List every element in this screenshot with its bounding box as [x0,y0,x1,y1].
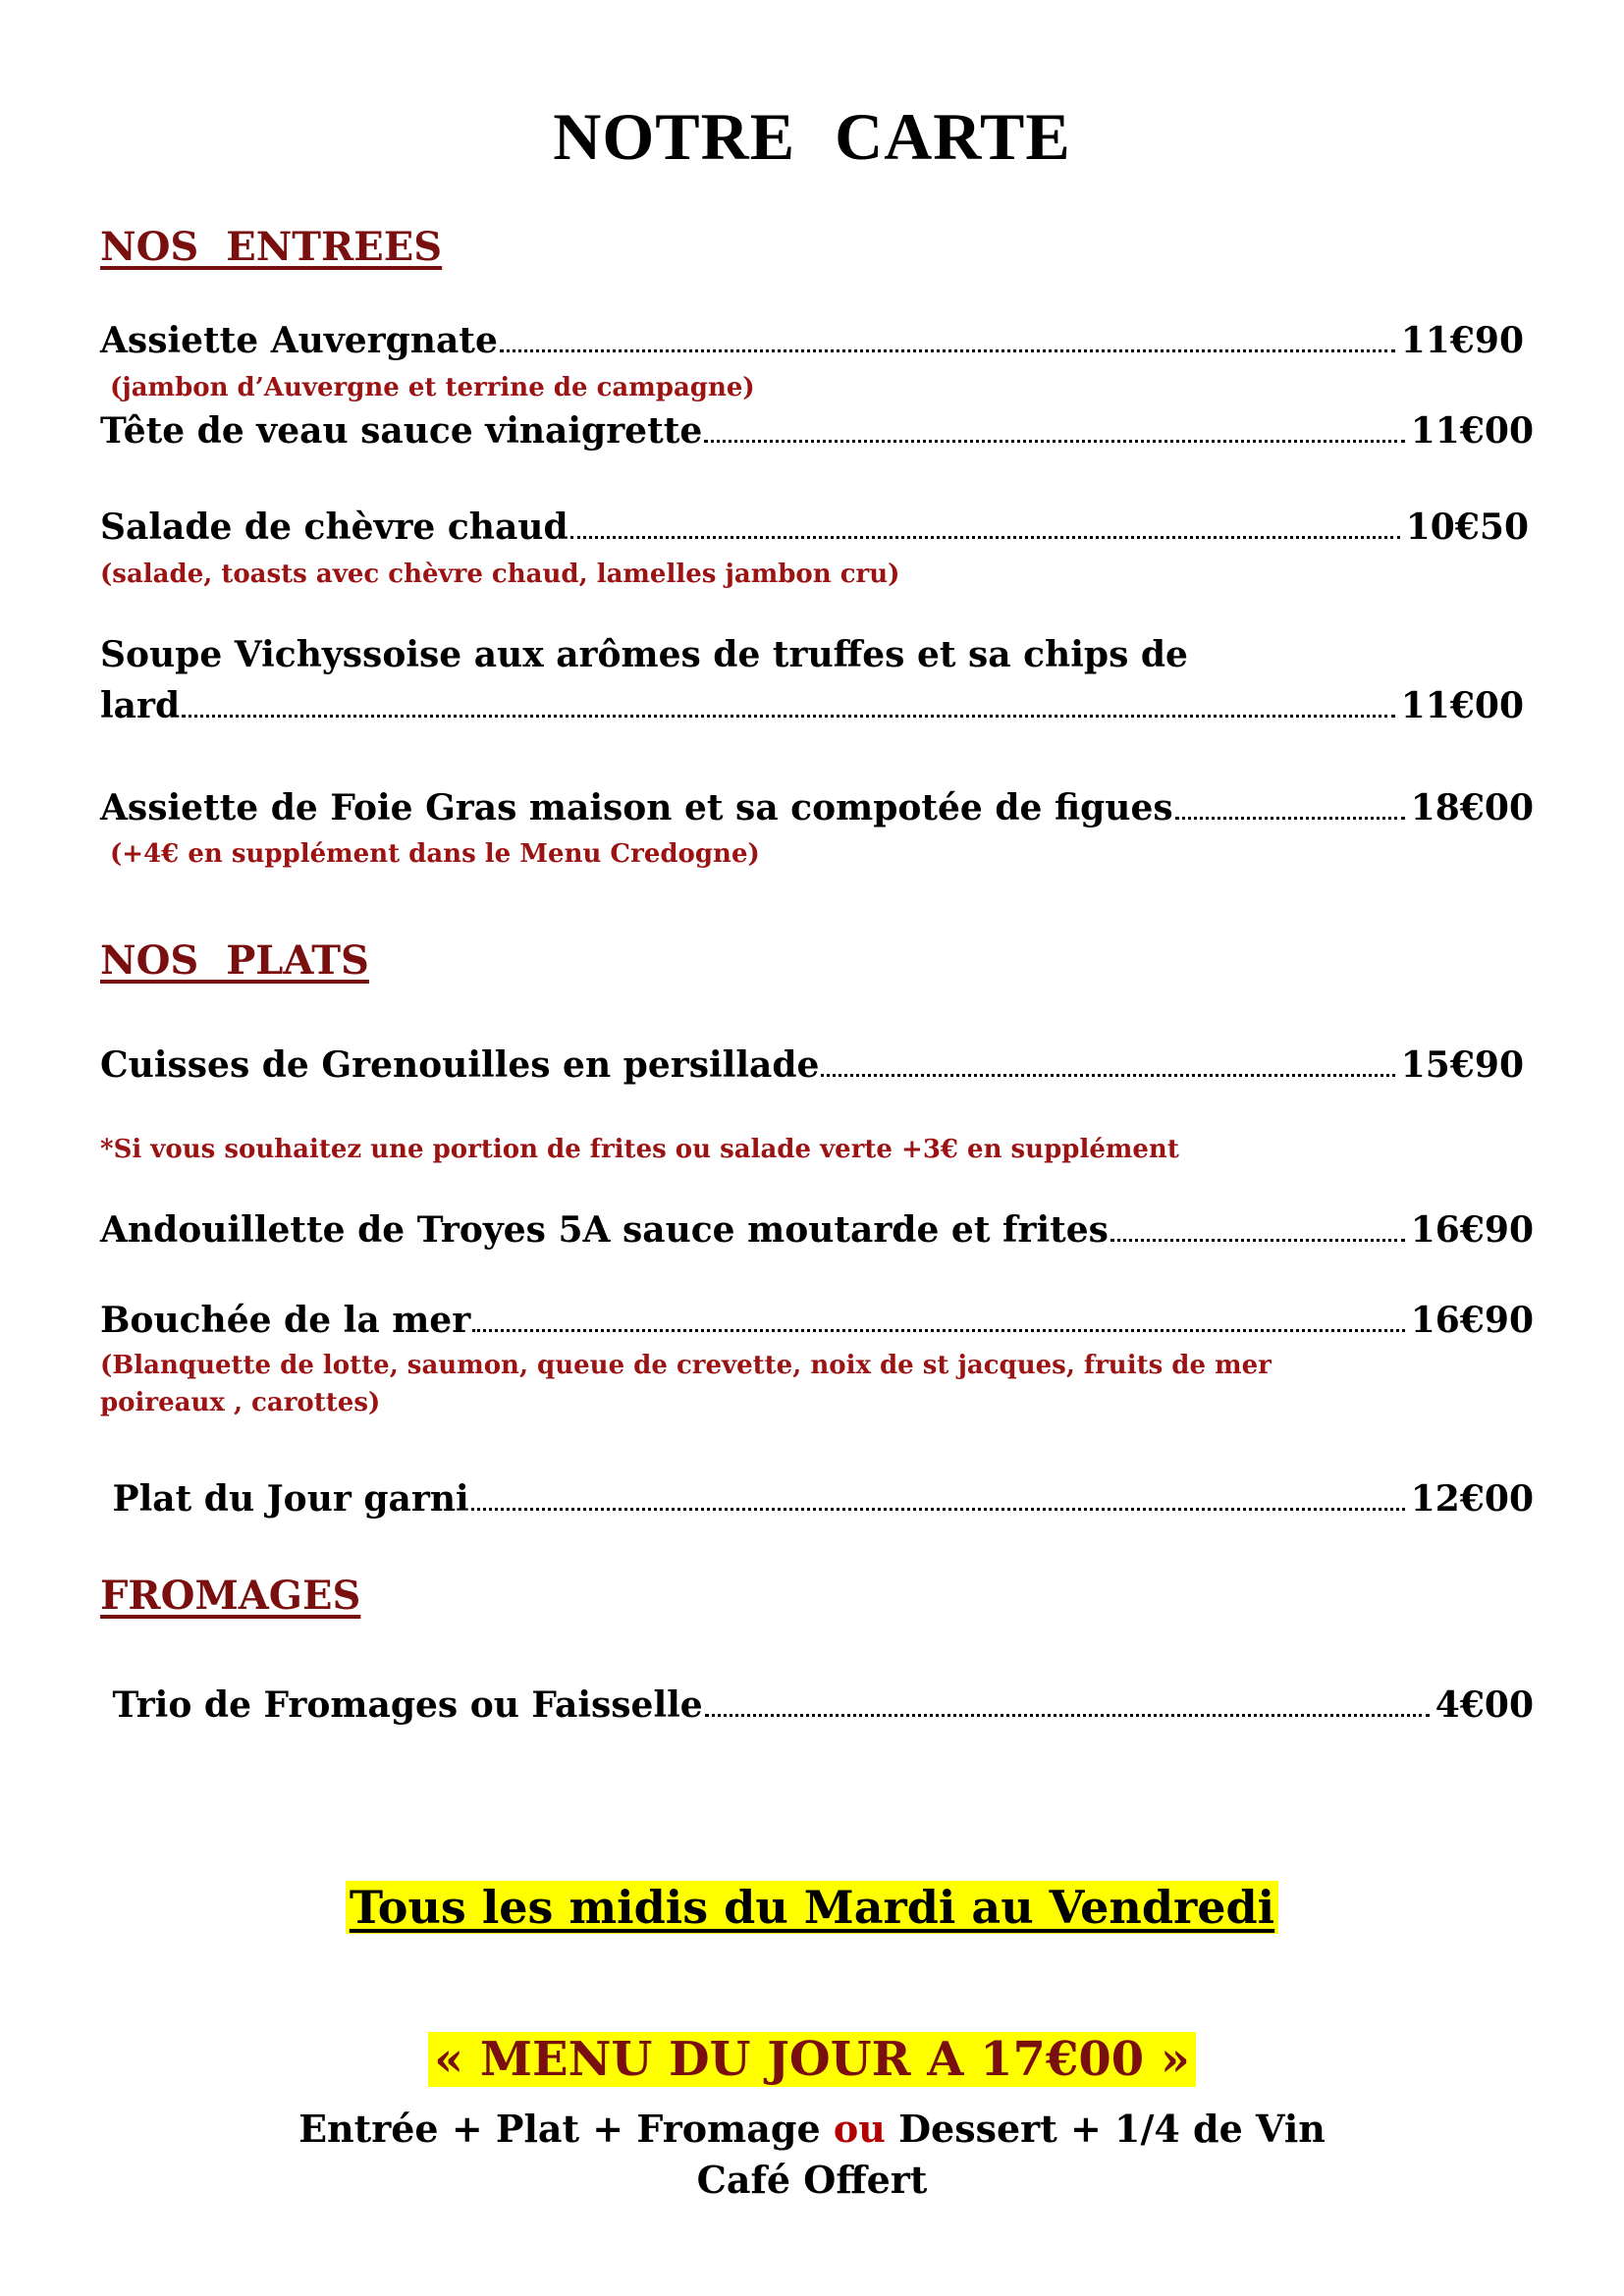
item-name: lard [100,685,181,726]
item-name: Bouchée de la mer [100,1300,471,1341]
section-heading-fromages: FROMAGES [100,1573,361,1619]
leader-dots [570,532,1400,539]
item-name: Andouillette de Troyes 5A sauce moutarde et frites [100,1209,1109,1251]
leader-dots [705,1710,1430,1717]
item-description: (salade, toasts avec chèvre chaud, lamelles jambon cru) [100,560,900,589]
leader-dots [471,1504,1405,1511]
leader-dots [182,711,1395,718]
section-heading-plats: NOS PLATS [100,937,369,984]
item-description: poireaux , carottes) [100,1388,381,1417]
formula-part2: Dessert + 1/4 de Vin [885,2107,1326,2151]
item-name: Cuisses de Grenouilles en persillade [100,1044,820,1086]
lunch-days-text: Tous les midis du Mardi au Vendredi [346,1881,1278,1934]
item-description: (jambon d’Auvergne et terrine de campagne) [110,373,755,402]
menu-item [100,410,1534,452]
leader-dots [1110,1235,1405,1242]
menu-formula [0,2107,1624,2151]
item-price: 18€00 [1410,787,1534,828]
menu-item [100,320,1524,361]
menu-item [100,1044,1524,1086]
item-description: (Blanquette de lotte, saumon, queue de crevette, noix de st jacques, fruits de mer [100,1351,1272,1380]
menu-item [100,507,1529,548]
menu-item [100,1209,1534,1251]
item-name: Assiette Auvergnate [100,320,498,361]
formula-part1: Entrée + Plat + Fromage [298,2107,834,2151]
item-description: (+4€ en supplément dans le Menu Credogne) [110,839,760,869]
cafe-offert: Café Offert [696,2158,928,2202]
page-title: NOTRE CARTE [553,99,1071,174]
menu-item [100,787,1534,828]
item-price: 16€90 [1410,1300,1534,1341]
menu-du-jour-banner [0,2032,1624,2087]
item-name-line: Soupe Vichyssoise aux arômes de truffes et sa chips de [100,634,1188,675]
leader-dots [472,1325,1405,1332]
item-price: 11€00 [1400,685,1524,726]
leader-dots [1175,813,1405,820]
leader-dots [704,436,1405,443]
menu-item [100,1478,1534,1520]
menu-item [100,685,1524,726]
section-heading-entrees: NOS ENTREES [100,224,443,270]
item-price: 10€50 [1405,507,1529,548]
menu-item [100,1684,1534,1726]
item-name: Assiette de Foie Gras maison et sa compotée de figues [100,787,1173,828]
item-price: 11€00 [1410,410,1534,452]
menu-item [100,1300,1534,1341]
item-name: Plat du Jour garni [100,1478,469,1520]
lunch-days-banner [0,1881,1624,1934]
item-price: 12€00 [1410,1478,1534,1520]
item-price: 15€90 [1400,1044,1524,1086]
item-price: 4€00 [1435,1684,1534,1726]
item-price: 16€90 [1410,1209,1534,1251]
item-name: Salade de chèvre chaud [100,507,568,548]
item-name: Tête de veau sauce vinaigrette [100,410,703,452]
item-price: 11€90 [1400,320,1524,361]
supplement-note: *Si vous souhaitez une portion de frites ou salade verte +3€ en supplément [100,1135,1179,1164]
leader-dots [500,346,1395,352]
item-name: Trio de Fromages ou Faisselle [100,1684,703,1726]
menu-du-jour-text: « MENU DU JOUR A 17€00 » [428,2032,1196,2087]
leader-dots [821,1070,1394,1077]
formula-ou: ou [833,2107,886,2151]
